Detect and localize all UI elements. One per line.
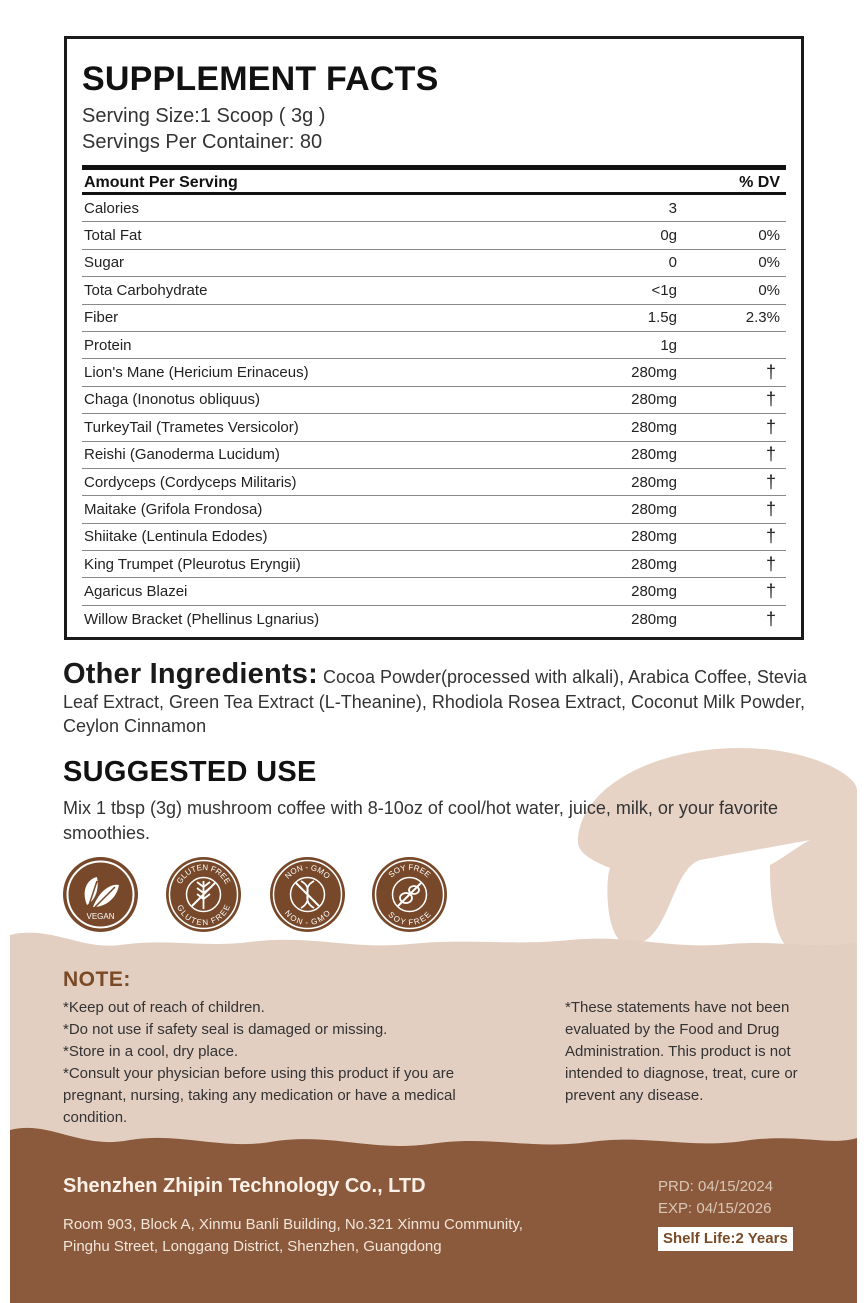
nutrient-amount: 280mg	[631, 611, 677, 629]
company-name: Shenzhen Zhipin Technology Co., LTD	[63, 1175, 426, 1197]
nutrient-name: Shiitake (Lentinula Edodes)	[84, 528, 268, 546]
nutrient-amount: 0	[668, 254, 677, 272]
mushroom-shape	[578, 748, 857, 955]
facts-row	[82, 496, 786, 523]
address-line: Room 903, Block A, Xinmu Banli Building, No.321 Xinmu Community,	[63, 1216, 523, 1233]
other-ingredients-text: Cocoa Powder(processed with alkali), Arabica Coffee, Stevia Leaf Extract, Green Tea Extract (L-Theanine), Rhodiola Rosea Extract, Coconut Milk Powder, Ceylon Cinnamon	[63, 667, 807, 736]
note-item: *Store in a cool, dry place.	[63, 1043, 239, 1060]
note-list	[63, 997, 463, 1129]
facts-row	[82, 222, 786, 249]
gluten-free-top-label: GLUTEN FREE	[174, 862, 233, 886]
facts-row	[82, 387, 786, 414]
suggested-use-text: Mix 1 tbsp (3g) mushroom coffee with 8-10oz of cool/hot water, juice, milk, or your favorite smoothies.	[63, 798, 778, 843]
nutrient-dv: †	[765, 609, 776, 630]
nutrient-amount: 280mg	[631, 500, 677, 518]
production-dates	[658, 1176, 773, 1220]
nutrient-amount: 1.5g	[647, 309, 677, 327]
facts-row	[82, 578, 786, 605]
non-gmo-top-label: NON - GMO	[283, 862, 332, 881]
vegan-badge	[63, 857, 138, 932]
nutrient-name: Willow Bracket (Phellinus Lgnarius)	[84, 611, 320, 629]
nutrient-name: Maitake (Grifola Frondosa)	[84, 500, 263, 518]
note-item: *Consult your physician before using this product if you are pregnant, nursing, taking any medication or have a medical condition.	[63, 1065, 456, 1126]
facts-row	[82, 469, 786, 496]
note-title: NOTE:	[63, 968, 131, 991]
shelf-life-badge: Shelf Life:2 Years	[658, 1227, 793, 1251]
nutrient-amount: 280mg	[631, 364, 677, 382]
prd-date: PRD: 04/15/2024	[658, 1178, 774, 1195]
nutrient-name: Sugar	[84, 254, 125, 272]
facts-row	[82, 305, 786, 332]
nutrient-name: Cordyceps (Cordyceps Militaris)	[84, 473, 297, 491]
dv-header: % DV	[739, 174, 780, 191]
facts-row	[82, 195, 786, 222]
nutrient-amount: 0g	[660, 227, 677, 245]
nutrient-name: Chaga (Inonotus obliquus)	[84, 391, 260, 409]
nutrient-name: King Trumpet (Pleurotus Eryngii)	[84, 555, 301, 573]
facts-row	[82, 442, 786, 469]
exp-date: EXP: 04/15/2026	[658, 1200, 772, 1217]
facts-row	[82, 277, 786, 304]
nutrient-amount: <1g	[651, 281, 677, 299]
amount-per-serving-header: Amount Per Serving	[84, 174, 238, 191]
nutrient-amount: 280mg	[631, 391, 677, 409]
gluten-free-badge	[166, 857, 241, 932]
company-address	[63, 1214, 603, 1258]
nutrient-dv: †	[765, 389, 776, 410]
nutrient-amount: 280mg	[631, 583, 677, 601]
note-item: *Do not use if safety seal is damaged or missing.	[63, 1021, 388, 1038]
facts-title: SUPPLEMENT FACTS	[82, 60, 439, 98]
facts-row	[82, 414, 786, 441]
facts-row	[82, 551, 786, 578]
facts-row	[82, 359, 786, 386]
wheat-crossed-icon	[166, 857, 241, 932]
soy-free-top-label: SOY FREE	[386, 862, 433, 880]
nutrient-name: TurkeyTail (Trametes Versicolor)	[84, 418, 299, 436]
non-gmo-badge	[270, 857, 345, 932]
soybean-crossed-icon	[372, 857, 447, 932]
nutrient-name: Fiber	[84, 309, 119, 327]
suggested-use-title: SUGGESTED USE	[63, 756, 317, 788]
address-line: Pinghu Street, Longgang District, Shenzhen, Guangdong	[63, 1238, 442, 1255]
nutrient-name: Agaricus Blazei	[84, 583, 188, 601]
nutrient-name: Reishi (Ganoderma Lucidum)	[84, 446, 280, 464]
nutrient-name: Calories	[84, 199, 140, 217]
nutrient-dv: †	[765, 471, 776, 492]
supplement-facts-panel	[64, 36, 804, 640]
facts-row	[82, 250, 786, 277]
nutrient-amount: 280mg	[631, 418, 677, 436]
other-ingredients-label: Other Ingredients:	[63, 658, 318, 690]
nutrient-amount: 280mg	[631, 446, 677, 464]
nutrient-amount: 280mg	[631, 473, 677, 491]
facts-table-header	[82, 170, 786, 195]
vegan-label: VEGAN	[86, 912, 115, 921]
note-item: *Keep out of reach of children.	[63, 999, 265, 1016]
nutrient-dv: †	[765, 581, 776, 602]
nutrient-dv: †	[765, 498, 776, 519]
nutrient-amount: 280mg	[631, 555, 677, 573]
soy-free-badge	[372, 857, 447, 932]
facts-table-body	[82, 195, 786, 633]
nutrient-name: Total Fat	[84, 227, 142, 245]
nutrient-dv: 0%	[758, 281, 780, 299]
fda-disclaimer: *These statements have not been evaluated by the Food and Drug Administration. This product is not intended to diagnose, treat, cure or prevent any disease.	[565, 999, 798, 1104]
nutrient-dv: 0%	[758, 254, 780, 272]
nutrient-dv: †	[765, 526, 776, 547]
servings-per-container: Servings Per Container: 80	[82, 131, 323, 153]
facts-row	[82, 332, 786, 359]
non-gmo-bottom-label: NON - GMO	[282, 908, 333, 928]
facts-row	[82, 524, 786, 551]
serving-size: Serving Size:1 Scoop ( 3g )	[82, 105, 326, 127]
nutrient-dv: 0%	[758, 227, 780, 245]
vegan-leaf-icon	[63, 857, 138, 932]
label-page	[10, 0, 857, 1303]
dna-crossed-icon	[270, 857, 345, 932]
nutrient-name: Tota Carbohydrate	[84, 281, 208, 299]
other-ingredients	[63, 658, 808, 739]
gluten-free-bottom-label: GLUTEN FREE	[175, 903, 232, 928]
soy-free-bottom-label: SOY FREE	[386, 910, 433, 928]
nutrient-dv: †	[765, 362, 776, 383]
nutrient-amount: 1g	[660, 336, 677, 354]
nutrient-amount: 280mg	[631, 528, 677, 546]
nutrient-dv: †	[765, 553, 776, 574]
nutrient-name: Lion's Mane (Hericium Erinaceus)	[84, 364, 309, 382]
nutrient-amount: 3	[668, 199, 677, 217]
nutrient-dv: †	[765, 444, 776, 465]
nutrient-name: Protein	[84, 336, 132, 354]
facts-row	[82, 606, 786, 633]
nutrient-dv: †	[765, 416, 776, 437]
nutrient-dv: 2.3%	[745, 309, 780, 327]
